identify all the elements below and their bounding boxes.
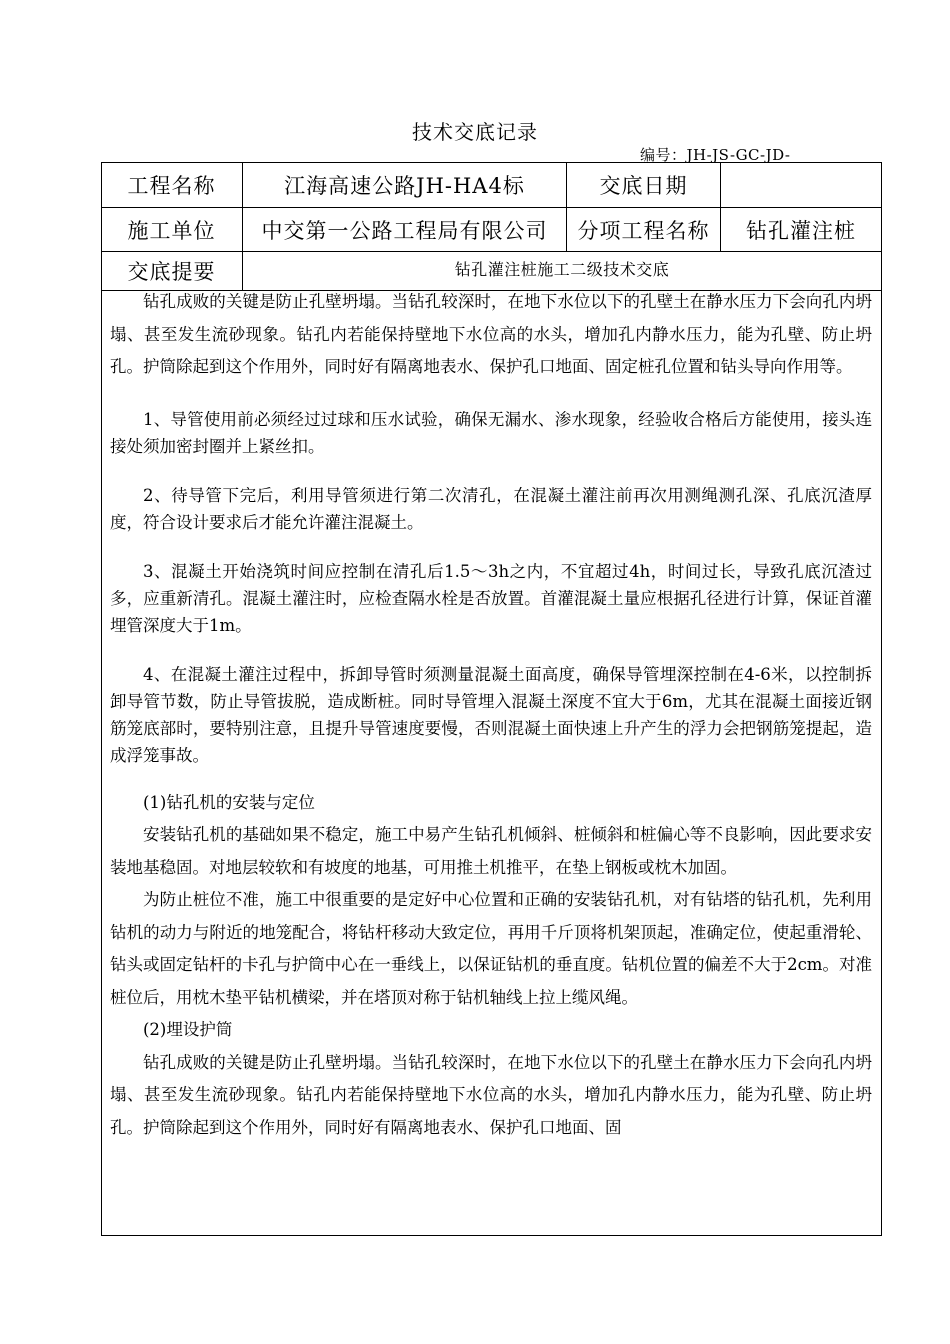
sub-project-value: 钻孔灌注桩 [746, 218, 856, 243]
project-name-label: 工程名称 [127, 174, 216, 198]
section-1-paragraph-1: 安装钻孔机的基础如果不稳定，施工中易产生钻孔机倾斜、桩倾斜和桩偏心等不良影响，因此要求安装地基稳固。对地层较软和有坡度的地基，可用推土机推平，在垫上钢板或枕木加固。 [110, 825, 872, 877]
item-3: 3、混凝土开始浇筑时间应控制在清孔后1.5～3h之内，不宜超过4h，时间过长，导致孔底沉渣过多，应重新清孔。混凝土灌注时，应检查隔水栓是否放置。首灌混凝土量应根据孔径进行计算，保证首灌埋管深度大于1m。 [110, 561, 872, 635]
handover-date-value [721, 163, 881, 207]
handover-date-label: 交底日期 [599, 174, 688, 198]
section-2-paragraph-1: 钻孔成败的关键是防止孔壁坍塌。当钻孔较深时，在地下水位以下的孔壁土在静水压力下会向孔内坍塌、甚至发生流砂现象。钻孔内若能保持壁地下水位高的水头，增加孔内静水压力，能为孔壁、防止坍孔。护筒除起到这个作用外，同时好有隔离地表水、保护孔口地面、固 [110, 1052, 872, 1137]
item-4: 4、在混凝土灌注过程中，拆卸导管时须测量混凝土面高度，确保导管埋深控制在4-6米，以控制拆卸导管节数，防止导管拔脱，造成断桩。同时导管埋入混凝土深度不宜大于6m，尤其在混凝土面接近钢筋笼底部时，要特别注意，且提升导管速度要慢，否则混凝土面快速上升产生的浮力会把钢筋笼提起，造成浮笼事故。 [110, 664, 872, 765]
disclosure-content [110, 286, 872, 1144]
document-number: 编号：JH-JS-GC-JD- [640, 146, 791, 164]
project-name-value: 江海高速公路JH-HA4标 [284, 174, 525, 198]
intro-paragraph: 钻孔成败的关键是防止孔壁坍塌。当钻孔较深时，在地下水位以下的孔壁土在静水压力下会向孔内坍塌、甚至发生流砂现象。钻孔内若能保持壁地下水位高的水头，增加孔内静水压力，能为孔壁、防止坍孔。护筒除起到这个作用外，同时好有隔离地表水、保护孔口地面、固定桩孔位置和钻头导向作用等。 [110, 292, 872, 376]
sub-project-label: 分项工程名称 [577, 218, 710, 243]
document-title: 技术交底记录 [412, 120, 538, 144]
construction-unit-label: 施工单位 [127, 218, 216, 243]
item-2: 2、待导管下完后，利用导管须进行第二次清孔，在混凝土灌注前再次用测绳测孔深、孔底沉渣厚度，符合设计要求后才能允许灌注混凝土。 [110, 485, 872, 532]
construction-unit-value: 中交第一公路工程局有限公司 [261, 218, 548, 243]
summary-value: 钻孔灌注桩施工二级技术交底 [454, 259, 670, 279]
item-1: 1、导管使用前必须经过过球和压水试验，确保无漏水、渗水现象，经验收合格后方能使用，接头连接处须加密封圈并上紧丝扣。 [110, 409, 872, 456]
section-2-heading: (2)埋设护筒 [143, 1020, 233, 1039]
section-1-paragraph-2: 为防止桩位不准，施工中很重要的是定好中心位置和正确的安装钻孔机，对有钻塔的钻孔机，先利用钻机的动力与附近的地笼配合，将钻杆移动大致定位，再用千斤顶将机架顶起，准确定位，使起重滑轮、钻头或固定钻杆的卡孔与护筒中心在一垂线上，以保证钻机的垂直度。钻机位置的偏差不大于2cm。对准桩位后，用枕木垫平钻机横梁，并在塔顶对称于钻机轴线上拉上缆风绳。 [110, 890, 872, 1007]
section-1-heading: (1)钻孔机的安装与定位 [143, 792, 315, 812]
summary-label: 交底提要 [127, 260, 216, 284]
